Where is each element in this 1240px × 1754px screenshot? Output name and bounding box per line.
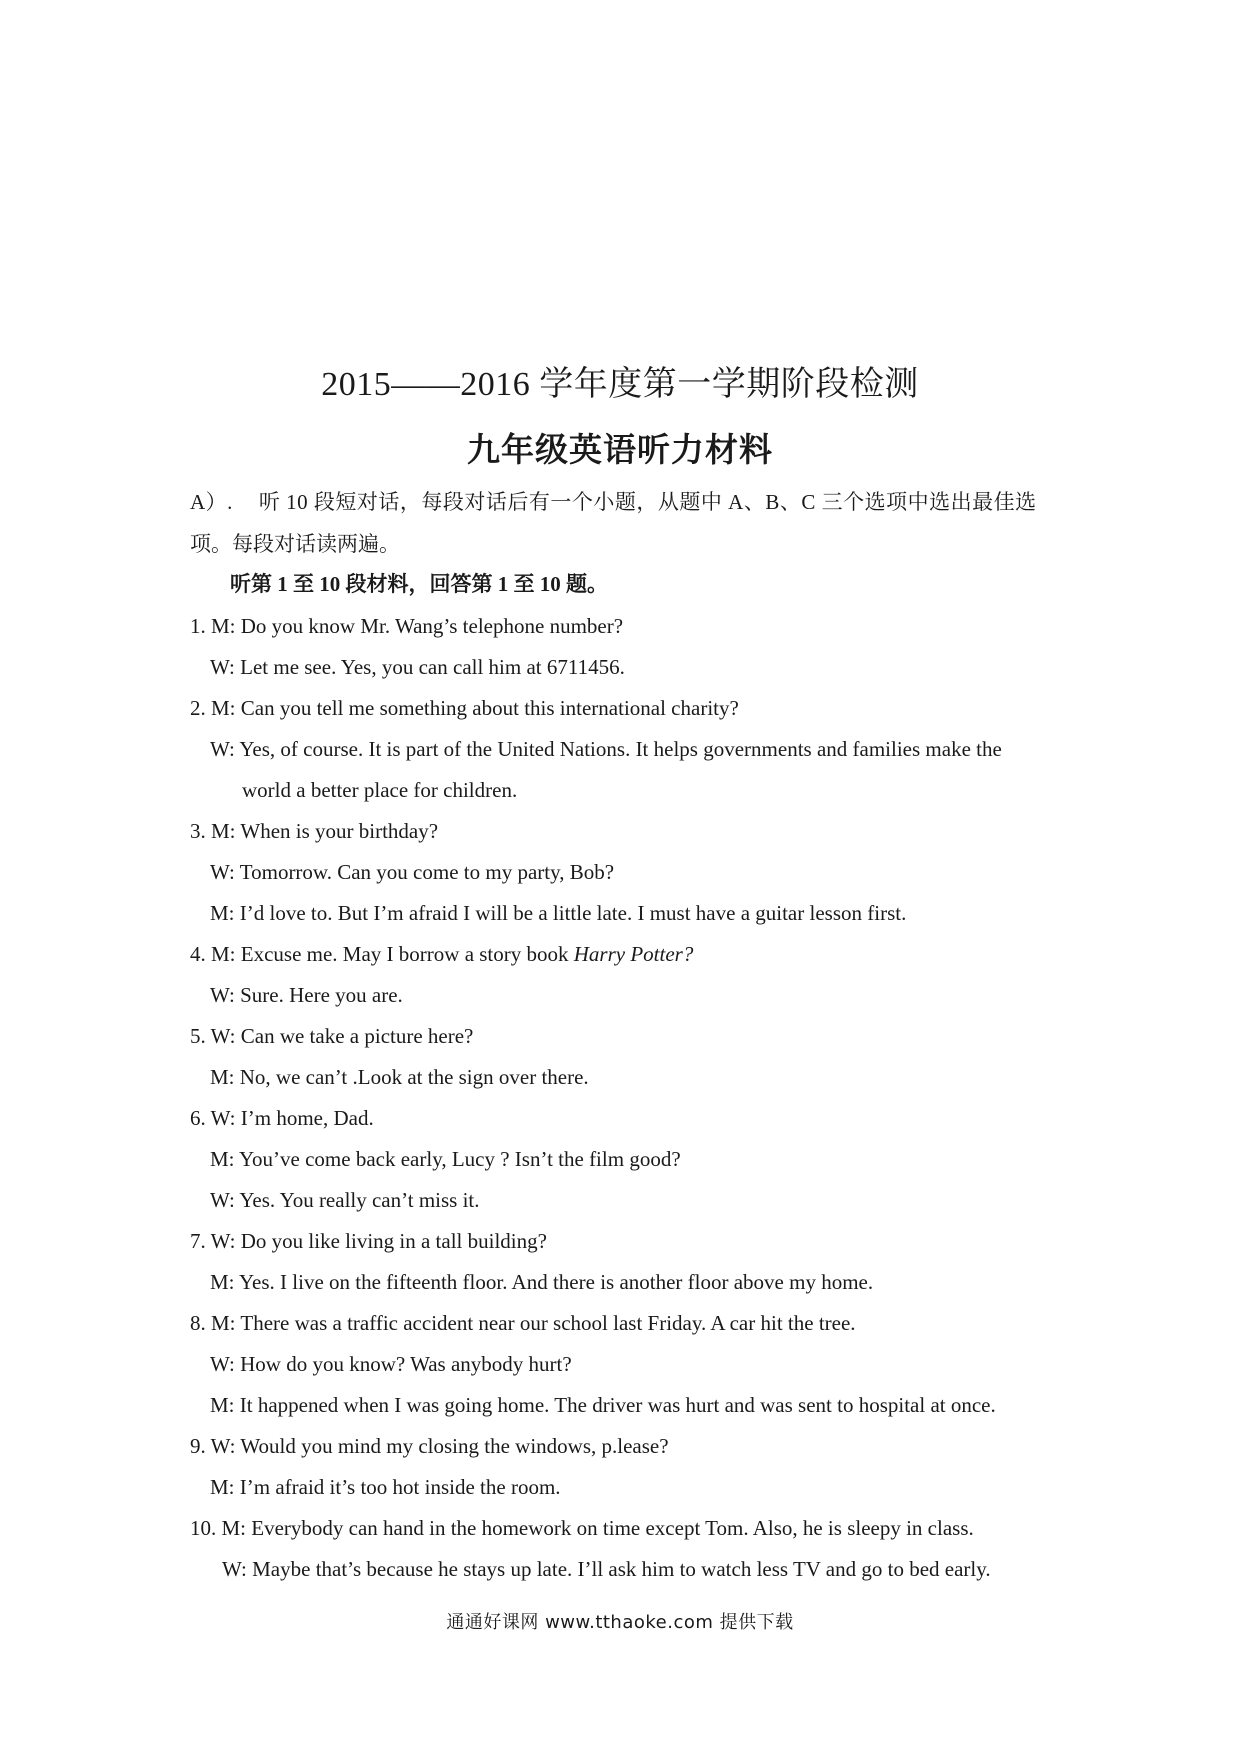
- dialogue-line: [190, 940, 693, 968]
- dialogue-line: W: Sure. Here you are.: [210, 983, 403, 1007]
- instruction-text-1: 听 10 段短对话，每段对话后有一个小题，从题中 A、B、C 三个选项中选出最佳选: [258, 490, 1037, 514]
- dialogue-line: 8. M: There was a traffic accident near our school last Friday. A car hit the tree.: [190, 1311, 856, 1335]
- dialogue-line: W: Yes. You really can’t miss it.: [210, 1188, 480, 1212]
- dialogue-line: 7. W: Do you like living in a tall building?: [190, 1229, 547, 1253]
- book-title: Harry Potter?: [573, 942, 694, 966]
- dialogue-line: W: How do you know? Was anybody hurt?: [210, 1352, 572, 1376]
- instruction-line-2: 项。每段对话读两遍。: [190, 532, 400, 556]
- dialogue-line: M: It happened when I was going home. The driver was hurt and was sent to hospital at once.: [210, 1393, 996, 1417]
- dialogue-line: 9. W: Would you mind my closing the windows, p.lease?: [190, 1434, 669, 1458]
- dialogue-line: M: I’m afraid it’s too hot inside the room.: [210, 1475, 561, 1499]
- dialogue-line: 10. M: Everybody can hand in the homework on time except Tom. Also, he is sleepy in class.: [190, 1516, 974, 1540]
- dialogue-line: 1. M: Do you know Mr. Wang’s telephone number?: [190, 614, 624, 638]
- dialogue-line: W: Yes, of course. It is part of the United Nations. It helps governments and families make the: [210, 737, 1002, 761]
- dialogue-line: M: No, we can’t .Look at the sign over there.: [210, 1065, 589, 1089]
- dialogue-line: W: Let me see. Yes, you can call him at 6711456.: [210, 655, 625, 679]
- instruction-line-1: [190, 488, 1037, 516]
- dialogue-line: M: Yes. I live on the fifteenth floor. And there is another floor above my home.: [210, 1270, 874, 1294]
- page-title: 2015——2016 学年度第一学期阶段检测: [321, 366, 919, 403]
- dialogue-line: M: I’d love to. But I’m afraid I will be a little late. I must have a guitar lesson first.: [210, 901, 907, 925]
- page-subtitle: 九年级英语听力材料: [467, 433, 773, 469]
- page-footer: 通通好课网 www.tthaoke.com 提供下载: [446, 1612, 794, 1633]
- dialogue-line: W: Tomorrow. Can you come to my party, Bob?: [210, 860, 615, 884]
- dialogue-line: 5. W: Can we take a picture here?: [190, 1024, 474, 1048]
- dialogue-line: W: Maybe that’s because he stays up late. I’ll ask him to watch less TV and go to bed early.: [222, 1557, 991, 1581]
- dialogue-line: world a better place for children.: [242, 778, 518, 802]
- instruction-label: A）.: [190, 490, 233, 514]
- dialogue-line: 2. M: Can you tell me something about this international charity?: [190, 696, 739, 720]
- dialogue-line: M: You’ve come back early, Lucy ? Isn’t the film good?: [210, 1147, 681, 1171]
- section-heading: 听第 1 至 10 段材料，回答第 1 至 10 题。: [230, 572, 608, 596]
- dialogue-text: 4. M: Excuse me. May I borrow a story book: [190, 942, 574, 966]
- dialogue-line: 3. M: When is your birthday?: [190, 819, 439, 843]
- dialogue-line: 6. W: I’m home, Dad.: [190, 1106, 374, 1130]
